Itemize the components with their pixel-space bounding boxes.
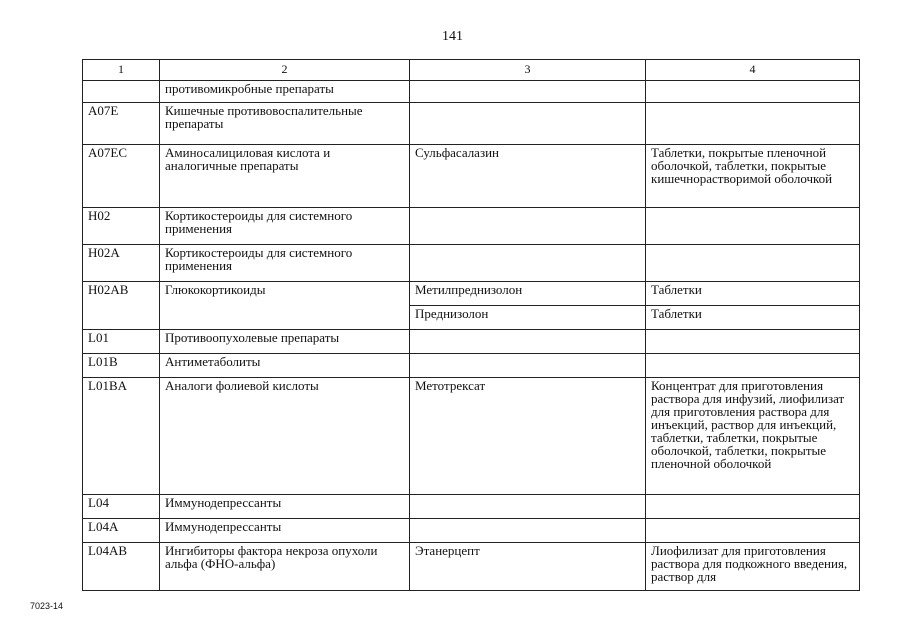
atc-code-cell: L04A xyxy=(83,519,160,543)
atc-code-cell: H02AB xyxy=(83,282,160,330)
drug-name-cell xyxy=(410,81,646,103)
group-name-cell: Кишечные противовоспалительные препараты xyxy=(160,103,410,145)
table-row xyxy=(83,145,860,208)
dosage-form-cell: Лиофилизат для приготовления раствора для подкожного введения, раствор для xyxy=(646,543,860,591)
atc-code-cell: H02 xyxy=(83,208,160,245)
table-header-row xyxy=(83,60,860,81)
group-name-cell: Ингибиторы фактора некроза опухоли альфа (ФНО-альфа) xyxy=(160,543,410,591)
table-row xyxy=(83,208,860,245)
table-row xyxy=(83,81,860,103)
table-row xyxy=(83,282,860,306)
dosage-form-cell xyxy=(646,208,860,245)
page-number: 141 xyxy=(442,29,463,44)
group-name-cell: Кортикостероиды для системного применения xyxy=(160,245,410,282)
drug-name-cell xyxy=(410,245,646,282)
footer-code: 7023-14 xyxy=(30,601,64,611)
group-name-cell: Антиметаболиты xyxy=(160,354,410,378)
dosage-form-cell: Таблетки, покрытые пленочной оболочкой, таблетки, покрытые кишечнорастворимой оболочкой xyxy=(646,145,860,208)
group-name-cell: противомикробные препараты xyxy=(160,81,410,103)
drug-name-cell xyxy=(410,519,646,543)
drug-name-cell: Метилпреднизолон xyxy=(410,282,646,306)
group-name-cell: Глюкокортикоиды xyxy=(160,282,410,330)
drug-name-cell xyxy=(410,330,646,354)
table-row xyxy=(83,330,860,354)
table-row xyxy=(83,245,860,282)
table-row xyxy=(83,543,860,591)
drug-name-cell: Преднизолон xyxy=(410,306,646,330)
drug-name-cell: Этанерцепт xyxy=(410,543,646,591)
drug-name-cell xyxy=(410,208,646,245)
dosage-form-cell xyxy=(646,354,860,378)
atc-code-cell: H02A xyxy=(83,245,160,282)
atc-code-cell: A07EC xyxy=(83,145,160,208)
table-row xyxy=(83,378,860,495)
drug-name-cell xyxy=(410,354,646,378)
drug-name-cell xyxy=(410,103,646,145)
dosage-form-cell xyxy=(646,495,860,519)
atc-code-cell: L01B xyxy=(83,354,160,378)
atc-code-cell: L04 xyxy=(83,495,160,519)
atc-code-cell: L04AB xyxy=(83,543,160,591)
dosage-form-cell xyxy=(646,103,860,145)
atc-code-cell: A07E xyxy=(83,103,160,145)
column-header-3: 3 xyxy=(410,60,646,81)
atc-code-cell: L01 xyxy=(83,330,160,354)
column-header-2: 2 xyxy=(160,60,410,81)
atc-code-cell xyxy=(83,81,160,103)
drug-name-cell xyxy=(410,495,646,519)
dosage-form-cell: Таблетки xyxy=(646,282,860,306)
group-name-cell: Кортикостероиды для системного применения xyxy=(160,208,410,245)
table-row xyxy=(83,354,860,378)
dosage-form-cell: Таблетки xyxy=(646,306,860,330)
drug-name-cell: Сульфасалазин xyxy=(410,145,646,208)
dosage-form-cell xyxy=(646,330,860,354)
column-header-4: 4 xyxy=(646,60,860,81)
table-row xyxy=(83,495,860,519)
group-name-cell: Иммунодепрессанты xyxy=(160,519,410,543)
dosage-form-cell xyxy=(646,519,860,543)
dosage-form-cell: Концентрат для приготовления раствора для инфузий, лиофилизат для приготовления раствора для инъекций, раствор для инъекций, таблетки, таблетки, покрытые оболочкой, таблетки, покрытые пленочной оболочкой xyxy=(646,378,860,495)
column-header-1: 1 xyxy=(83,60,160,81)
group-name-cell: Противоопухолевые препараты xyxy=(160,330,410,354)
atc-code-cell: L01BA xyxy=(83,378,160,495)
group-name-cell: Аналоги фолиевой кислоты xyxy=(160,378,410,495)
drug-name-cell: Метотрексат xyxy=(410,378,646,495)
dosage-form-cell xyxy=(646,245,860,282)
dosage-form-cell xyxy=(646,81,860,103)
table-row xyxy=(83,103,860,145)
group-name-cell: Иммунодепрессанты xyxy=(160,495,410,519)
table-row xyxy=(83,519,860,543)
drug-table xyxy=(82,59,860,591)
group-name-cell: Аминосалициловая кислота и аналогичные препараты xyxy=(160,145,410,208)
